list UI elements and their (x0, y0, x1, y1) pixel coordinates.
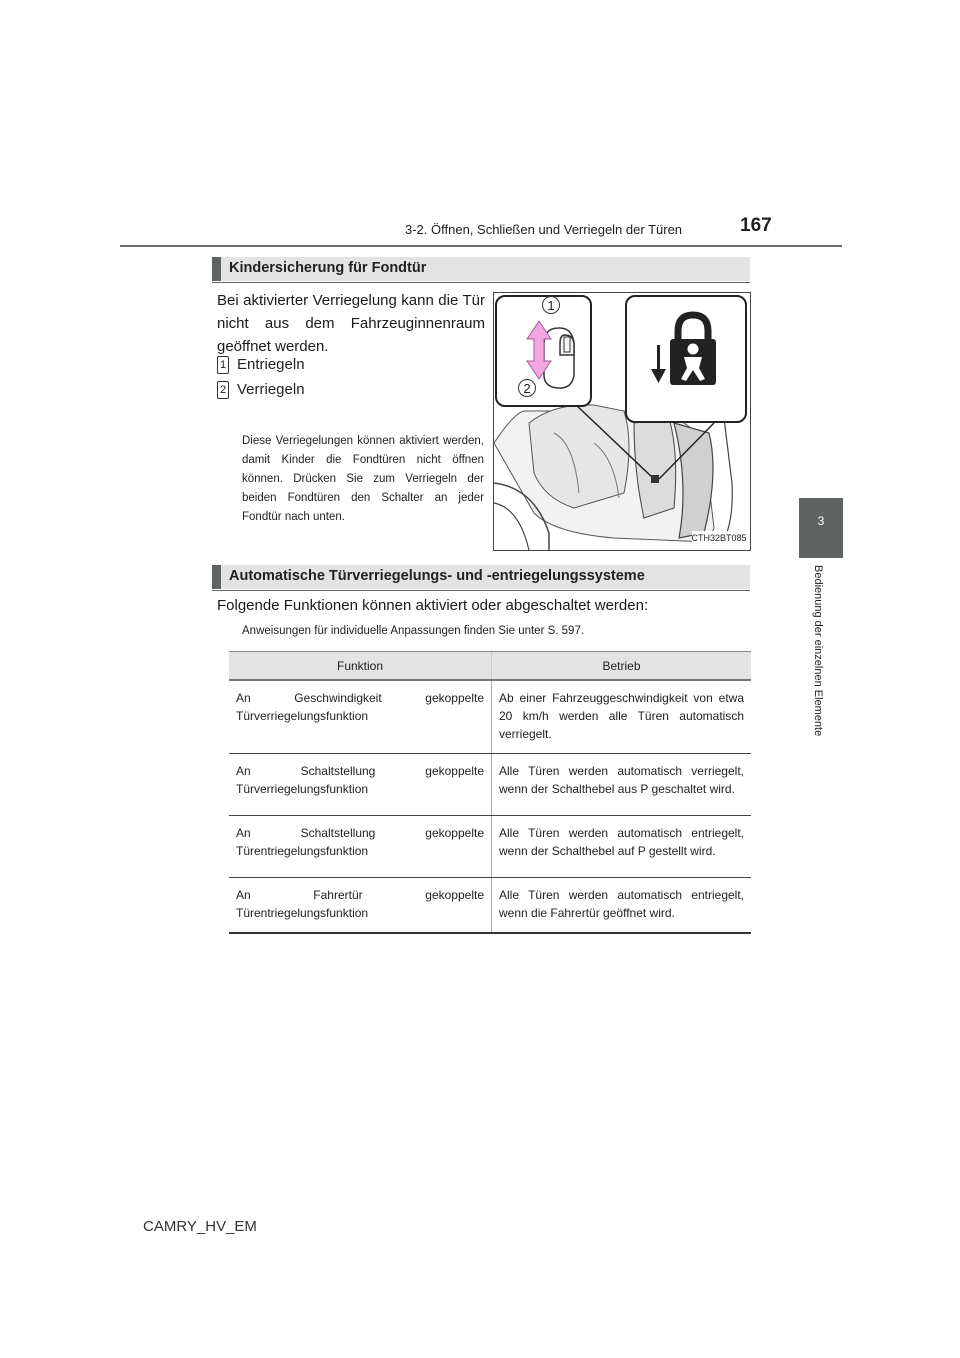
child-lock-illustration (493, 292, 751, 551)
list-item-label: Entriegeln (237, 356, 305, 373)
number-badge: 2 (217, 381, 229, 399)
number-badge: 1 (217, 356, 229, 374)
section-heading-text: Automatische Türverriegelungs- und -entriegelungssysteme (229, 568, 645, 584)
section-heading-auto-lock (212, 565, 750, 589)
intro-paragraph: Bei aktivierter Verriegelung kann die Tür nicht aus dem Fahrzeuginnenraum geöffnet werden. (217, 292, 485, 355)
page-number: 167 (740, 215, 772, 236)
table-cell-operation: Alle Türen werden automatisch entriegelt, wenn die Fahrertür geöffnet wird. (492, 878, 752, 934)
table-row (229, 680, 751, 754)
callout-1: 1 (547, 298, 555, 313)
table-cell-function: An Schaltstellung gekoppelte Türentriegelungsfunktion (229, 816, 492, 878)
table-cell-operation: Ab einer Fahrzeuggeschwindigkeit von etwa 20 km/h werden alle Türen automatisch verriegelt. (492, 680, 752, 754)
table-header-function: Funktion (229, 652, 492, 681)
table-cell-operation: Alle Türen werden automatisch verriegelt, wenn der Schalthebel aus P geschaltet wird. (492, 754, 752, 816)
table-cell-operation: Alle Türen werden automatisch entriegelt, wenn der Schalthebel auf P gestellt wird. (492, 816, 752, 878)
section-heading-text: Kindersicherung für Fondtür (229, 260, 427, 276)
callout-2: 2 (523, 381, 531, 396)
table-cell-function: An Fahrertür gekoppelte Türentriegelungsfunktion (229, 878, 492, 934)
table-cell-function: An Schaltstellung gekoppelte Türverriegelungsfunktion (229, 754, 492, 816)
header-chapter-title: 3-2. Öffnen, Schließen und Verriegeln der Türen (405, 222, 683, 237)
section-heading-child-lock (212, 257, 750, 281)
chapter-number: 3 (817, 514, 825, 528)
header-rule (120, 245, 842, 247)
child-lock-note: Diese Verriegelungen können aktiviert werden, damit Kinder die Fondtüren nicht öffnen können. Drücken Sie zum Verriegeln der beiden Fondtüren den Schalter an jeder Fondtür nach unten. (242, 435, 484, 523)
list-item-lock (217, 381, 305, 399)
illustration-svg (494, 293, 750, 550)
table-header-row (229, 652, 751, 681)
chapter-label: Bedienung der einzelnen Elemente (812, 565, 824, 737)
list-item-label: Verriegeln (237, 381, 305, 398)
table-cell-function: An Geschwindigkeit gekoppelte Türverriegelungsfunktion (229, 680, 492, 754)
section2-text: Folgende Funktionen können aktiviert oder abgeschaltet werden: (217, 597, 649, 614)
footer-model-code: CAMRY_HV_EM (143, 1218, 257, 1235)
chapter-tab (799, 498, 843, 558)
table-row (229, 878, 751, 934)
table-row (229, 816, 751, 878)
table-header-operation: Betrieb (492, 652, 752, 681)
figure-code: CTH32BT085 (691, 533, 747, 543)
table-row (229, 754, 751, 816)
section2-note: Anweisungen für individuelle Anpassungen finden Sie unter S. 597. (242, 625, 585, 637)
function-table (229, 651, 751, 934)
list-item-unlock (217, 356, 305, 374)
